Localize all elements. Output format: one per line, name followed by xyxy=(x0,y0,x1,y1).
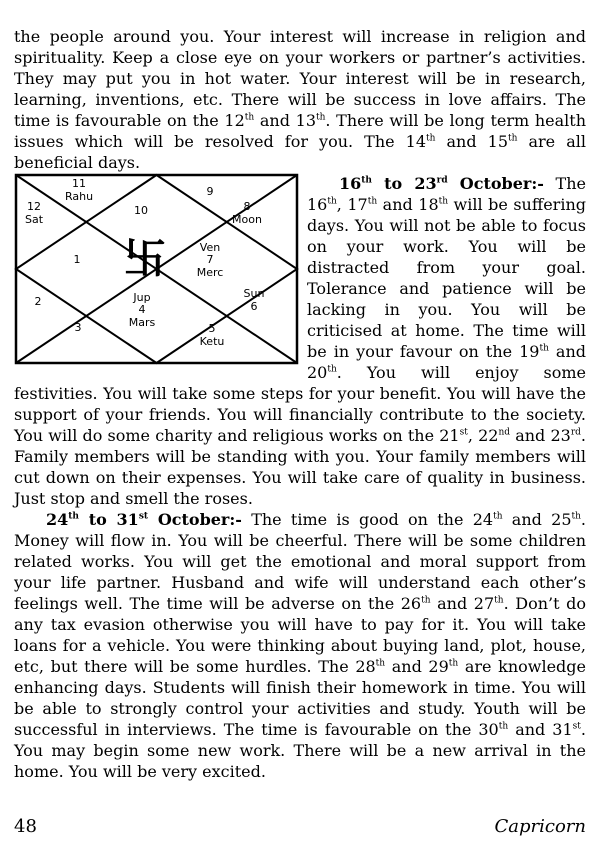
house11-number: 11 xyxy=(72,177,86,190)
house10-number: 10 xyxy=(134,204,148,217)
horoscope-chart xyxy=(14,173,299,365)
house2-number: 2 xyxy=(34,295,42,308)
house11-planet: Rahu xyxy=(64,190,94,203)
paragraph-intro: the people around you. Your interest will increase in religion and spirituality. Keep a close eye on your workers or partner’s activities. They may put you in hot water. Your interest will be in research, learning, inventions, etc. There will be success in love affairs. The time is favourable on the 12th and 13th. There will be long term health issues which will be resolved for you. The 14th and 15th are all beneficial days. xyxy=(14,27,586,172)
page-number: 48 xyxy=(14,816,37,837)
house4-number: 4 xyxy=(138,303,146,316)
house1-number: 1 xyxy=(73,253,81,266)
page-body xyxy=(14,26,586,782)
section-heading-24-31: 24th to 31st October:- xyxy=(46,510,242,529)
house4-planet-1: Jup xyxy=(133,291,151,304)
page-footer xyxy=(14,816,586,838)
house7-planet-1: Ven xyxy=(199,241,221,254)
house7-planet-2: Merc xyxy=(196,266,224,279)
swastika-icon: 卐 xyxy=(123,234,167,283)
section-24-31-october xyxy=(14,509,586,782)
house8-planet: Moon xyxy=(232,213,262,226)
horoscope-chart-svg xyxy=(14,173,299,365)
house7-number: 7 xyxy=(206,253,214,266)
house5-number: 5 xyxy=(208,322,216,335)
house5-planet: Ketu xyxy=(199,335,225,348)
house3-number: 3 xyxy=(74,321,82,334)
house12-planet: Sat xyxy=(24,213,44,226)
house4-planet-2: Mars xyxy=(128,316,156,329)
house9-number: 9 xyxy=(206,185,214,198)
section-text-16-23: The 16th, 17th and 18th will be suffering days. You will not be able to focus on your work. You will be distracted from your goal. Tolerance and patience will be lacking in you. You will be criticised at home. The time will be in your favour on the 19th and 20th. You will enjoy some festivities. You will take some steps for your benefit. You will have the support of your friends. You will financially contribute to the society. You will do some charity and religious works on the 21st, 22nd and 23rd. Family members will be standing with you. Your family members will cut down on their expenses. You will take care of quality in business. Just stop and smell the roses. xyxy=(14,174,587,508)
chapter-title: Capricorn xyxy=(494,816,586,837)
house6-planet: Sun xyxy=(243,287,265,300)
section-text-24-31: The time is good on the 24th and 25th. Money will flow in. You will be cheerful. There will be some children related works. You will get the emotional and moral support from your life partner. Husband and wife will understand each other’s feelings well. The time will be adverse on the 26th and 27th. Don’t do any tax evasion otherwise you will have to pay for it. You will take loans for a vehicle. You were thinking about buying land, plot, house, etc, but there will be some hurdles. The 28th and 29th are knowledge enhancing days. Students will finish their homework in time. You will be able to strongly control your activities and study. Youth will be successful in interviews. The time is favourable on the 30th and 31st. You may begin some new work. There will be a new arrival in the home. You will be very excited. xyxy=(14,510,587,781)
house6-number: 6 xyxy=(250,300,258,313)
house8-number: 8 xyxy=(243,200,251,213)
house12-number: 12 xyxy=(27,200,41,213)
section-heading-16-23: 16th to 23rd October:- xyxy=(339,174,544,193)
